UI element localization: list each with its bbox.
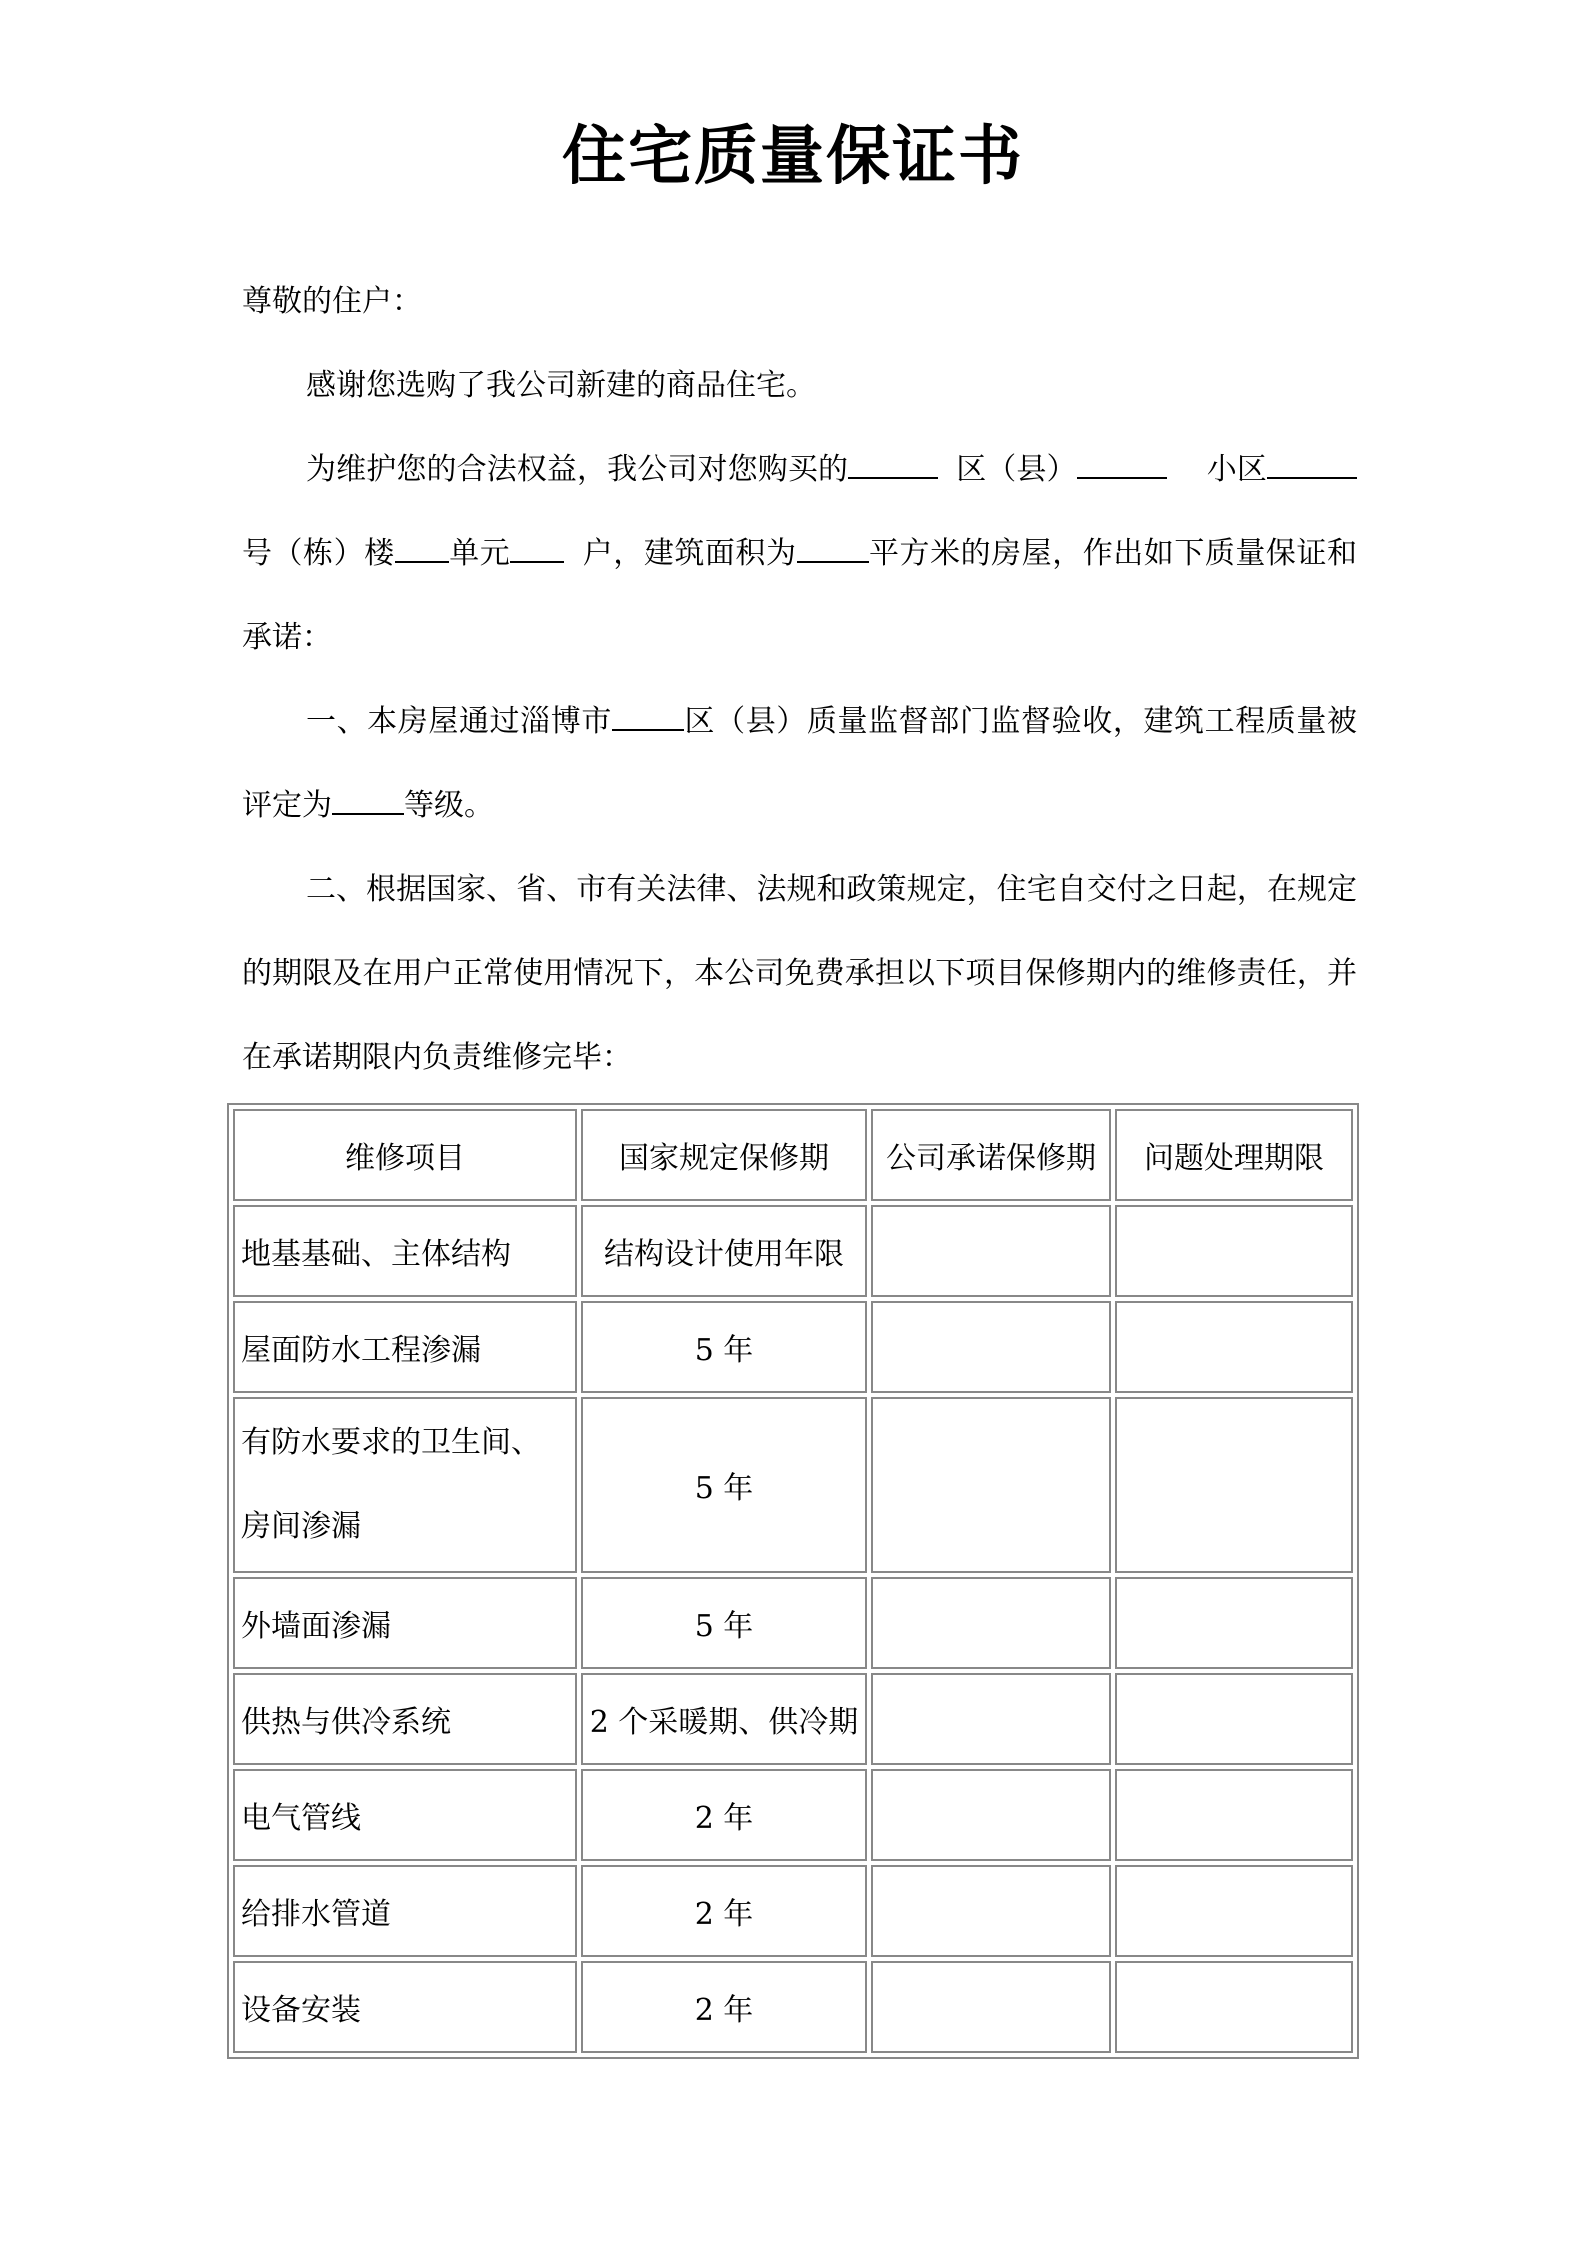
header-handling-deadline: 问题处理期限 bbox=[1115, 1109, 1353, 1201]
repair-item-cell: 供热与供冷系统 bbox=[233, 1673, 577, 1765]
national-period-cell: 5 年 bbox=[581, 1301, 867, 1393]
handling-deadline-cell bbox=[1115, 1301, 1353, 1393]
community-blank bbox=[1077, 451, 1167, 479]
intro-text-5: 单元 bbox=[448, 536, 511, 571]
item-one-paragraph bbox=[242, 680, 1357, 848]
header-company-period: 公司承诺保修期 bbox=[871, 1109, 1111, 1201]
intro-text-2: 区（县） bbox=[956, 452, 1077, 487]
repair-item-cell: 外墙面渗漏 bbox=[233, 1577, 577, 1669]
city-district-blank bbox=[612, 703, 684, 731]
area-blank bbox=[797, 535, 869, 563]
building-number-blank bbox=[1267, 451, 1357, 479]
unit-blank bbox=[395, 535, 449, 563]
intro-text-1: 为维护您的合法权益，我公司对您购买的 bbox=[306, 452, 849, 487]
handling-deadline-cell bbox=[1115, 1769, 1353, 1861]
company-period-cell bbox=[871, 1301, 1111, 1393]
warranty-table bbox=[227, 1103, 1359, 2059]
table-row bbox=[233, 1397, 1353, 1573]
handling-deadline-cell bbox=[1115, 1577, 1353, 1669]
repair-item-cell: 给排水管道 bbox=[233, 1865, 577, 1957]
handling-deadline-cell bbox=[1115, 1865, 1353, 1957]
company-period-cell bbox=[871, 1769, 1111, 1861]
repair-item-cell: 设备安装 bbox=[233, 1961, 577, 2053]
national-period-cell: 结构设计使用年限 bbox=[581, 1205, 867, 1297]
item-one-text-1: 一、本房屋通过淄博市 bbox=[306, 704, 612, 739]
district-blank bbox=[848, 451, 938, 479]
intro-paragraph bbox=[242, 428, 1357, 680]
company-period-cell bbox=[871, 1577, 1111, 1669]
intro-text-3: 小区 bbox=[1206, 452, 1268, 487]
household-blank bbox=[510, 535, 564, 563]
national-period-cell: 2 年 bbox=[581, 1769, 867, 1861]
table-row bbox=[233, 1673, 1353, 1765]
table-row bbox=[233, 1577, 1353, 1669]
company-period-cell bbox=[871, 1865, 1111, 1957]
quality-grade-blank bbox=[332, 787, 404, 815]
header-repair-item: 维修项目 bbox=[233, 1109, 577, 1201]
intro-text-6: 户，建筑面积为 bbox=[582, 536, 797, 571]
company-period-cell bbox=[871, 1673, 1111, 1765]
intro-text-7: 平方米的房屋，作出如下质量保证和承诺： bbox=[242, 536, 1357, 655]
table-row bbox=[233, 1769, 1353, 1861]
repair-item-cell: 电气管线 bbox=[233, 1769, 577, 1861]
table-row bbox=[233, 1961, 1353, 2053]
table-row bbox=[233, 1301, 1353, 1393]
handling-deadline-cell bbox=[1115, 1205, 1353, 1297]
salutation: 尊敬的住户： bbox=[242, 284, 422, 319]
repair-item-cell: 有防水要求的卫生间、房间渗漏 bbox=[233, 1397, 577, 1573]
item-one-text-3: 等级。 bbox=[404, 788, 494, 823]
document-title: 住宅质量保证书 bbox=[562, 120, 1024, 194]
company-period-cell bbox=[871, 1205, 1111, 1297]
handling-deadline-cell bbox=[1115, 1397, 1353, 1573]
header-national-period: 国家规定保修期 bbox=[581, 1109, 867, 1201]
national-period-cell: 2 个采暖期、供冷期 bbox=[581, 1673, 867, 1765]
national-period-cell: 2 年 bbox=[581, 1865, 867, 1957]
table-header-row bbox=[233, 1109, 1353, 1201]
repair-item-cell: 屋面防水工程渗漏 bbox=[233, 1301, 577, 1393]
item-two-paragraph: 二、根据国家、省、市有关法律、法规和政策规定，住宅自交付之日起，在规定的期限及在用户正常使用情况下，本公司免费承担以下项目保修期内的维修责任，并在承诺期限内负责维修完毕： bbox=[242, 872, 1357, 1075]
national-period-cell: 5 年 bbox=[581, 1397, 867, 1573]
table-row bbox=[233, 1865, 1353, 1957]
company-period-cell bbox=[871, 1397, 1111, 1573]
national-period-cell: 2 年 bbox=[581, 1961, 867, 2053]
table-row bbox=[233, 1205, 1353, 1297]
handling-deadline-cell bbox=[1115, 1673, 1353, 1765]
company-period-cell bbox=[871, 1961, 1111, 2053]
thanks-paragraph: 感谢您选购了我公司新建的商品住宅。 bbox=[306, 368, 816, 403]
intro-text-4: 号（栋）楼 bbox=[242, 536, 395, 571]
item-one-text-2: 区（县）质量监督部门监督验收，建筑工程质量被评定为 bbox=[242, 704, 1357, 823]
repair-item-cell: 地基基础、主体结构 bbox=[233, 1205, 577, 1297]
handling-deadline-cell bbox=[1115, 1961, 1353, 2053]
national-period-cell: 5 年 bbox=[581, 1577, 867, 1669]
